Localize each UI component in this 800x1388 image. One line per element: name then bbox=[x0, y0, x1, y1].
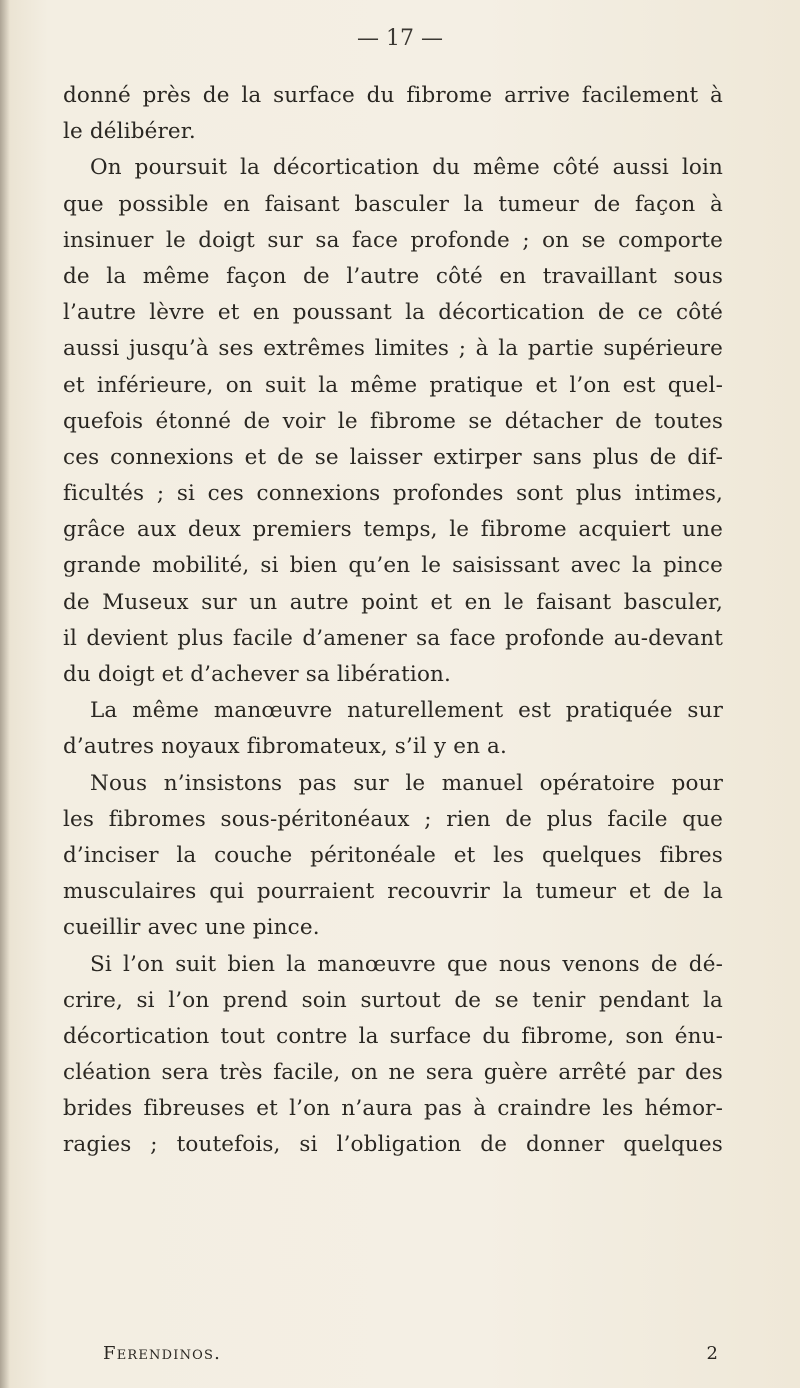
text-line: ragies ; toutefois, si l’obligation de donner quelques bbox=[63, 1132, 723, 1158]
sheet-mark: 2 bbox=[706, 1343, 718, 1364]
printer-signature: Ferendinos. bbox=[103, 1343, 222, 1364]
text-line: le délibérer. bbox=[63, 119, 196, 145]
text-line: cléation sera très facile, on ne sera guère arrêté par des bbox=[63, 1060, 723, 1086]
text-line: aussi jusqu’à ses extrêmes limites ; à la partie supérieure bbox=[63, 336, 723, 362]
text-line: du doigt et d’achever sa libération. bbox=[63, 662, 452, 687]
text-line: il devient plus facile d’amener sa face profonde au-devant bbox=[63, 625, 723, 651]
text-line: Si l’on suit bien la manœuvre que nous venons de dé- bbox=[90, 951, 723, 977]
text-line: l’autre lèvre et en poussant la décortication de ce côté bbox=[63, 300, 723, 326]
text-line: donné près de la surface du fibrome arrive facilement à bbox=[63, 83, 723, 108]
text-line: Nous n’insistons pas sur le manuel opératoire pour bbox=[90, 770, 723, 796]
text-line: ficultés ; si ces connexions profondes sont plus intimes, bbox=[63, 481, 723, 507]
text-line: décortication tout contre la surface du fibrome, son énu- bbox=[63, 1023, 723, 1049]
text-line: grâce aux deux premiers temps, le fibrome acquiert une bbox=[63, 517, 723, 543]
text-line: de Museux sur un autre point et en le faisant basculer, bbox=[63, 589, 723, 615]
text-line: grande mobilité, si bien qu’en le saisissant avec la pince bbox=[63, 553, 723, 579]
binding-edge-shadow bbox=[0, 0, 10, 1388]
text-line: brides fibreuses et l’on n’aura pas à craindre les hémor- bbox=[63, 1096, 723, 1122]
text-line: d’autres noyaux fibromateux, s’il y en a. bbox=[63, 734, 508, 760]
text-line: La même manœuvre naturellement est pratiquée sur bbox=[90, 698, 723, 724]
text-line: quefois étonné de voir le fibrome se détacher de toutes bbox=[63, 408, 723, 434]
text-line: de la même façon de l’autre côté en travaillant sous bbox=[63, 263, 723, 289]
text-line: d’inciser la couche péritonéale et les quelques fibres bbox=[63, 842, 723, 868]
page-number: — 17 — bbox=[357, 26, 443, 51]
body-text bbox=[63, 78, 723, 1164]
text-line: cueillir avec une pince. bbox=[63, 915, 320, 941]
text-line: On poursuit la décortication du même côté aussi loin bbox=[90, 155, 723, 181]
text-line: que possible en faisant basculer la tumeur de façon à bbox=[63, 191, 723, 217]
text-line: les fibromes sous-péritonéaux ; rien de plus facile que bbox=[63, 806, 723, 832]
text-line: musculaires qui pourraient recouvrir la tumeur et de la bbox=[63, 879, 723, 905]
text-line: crire, si l’on prend soin surtout de se tenir pendant la bbox=[63, 987, 723, 1013]
page-footer bbox=[103, 1343, 720, 1364]
text-line: et inférieure, on suit la même pratique et l’on est quel- bbox=[63, 372, 723, 398]
text-line: ces connexions et de se laisser extirper sans plus de dif- bbox=[63, 444, 723, 470]
text-line: insinuer le doigt sur sa face profonde ; on se comporte bbox=[63, 227, 723, 253]
